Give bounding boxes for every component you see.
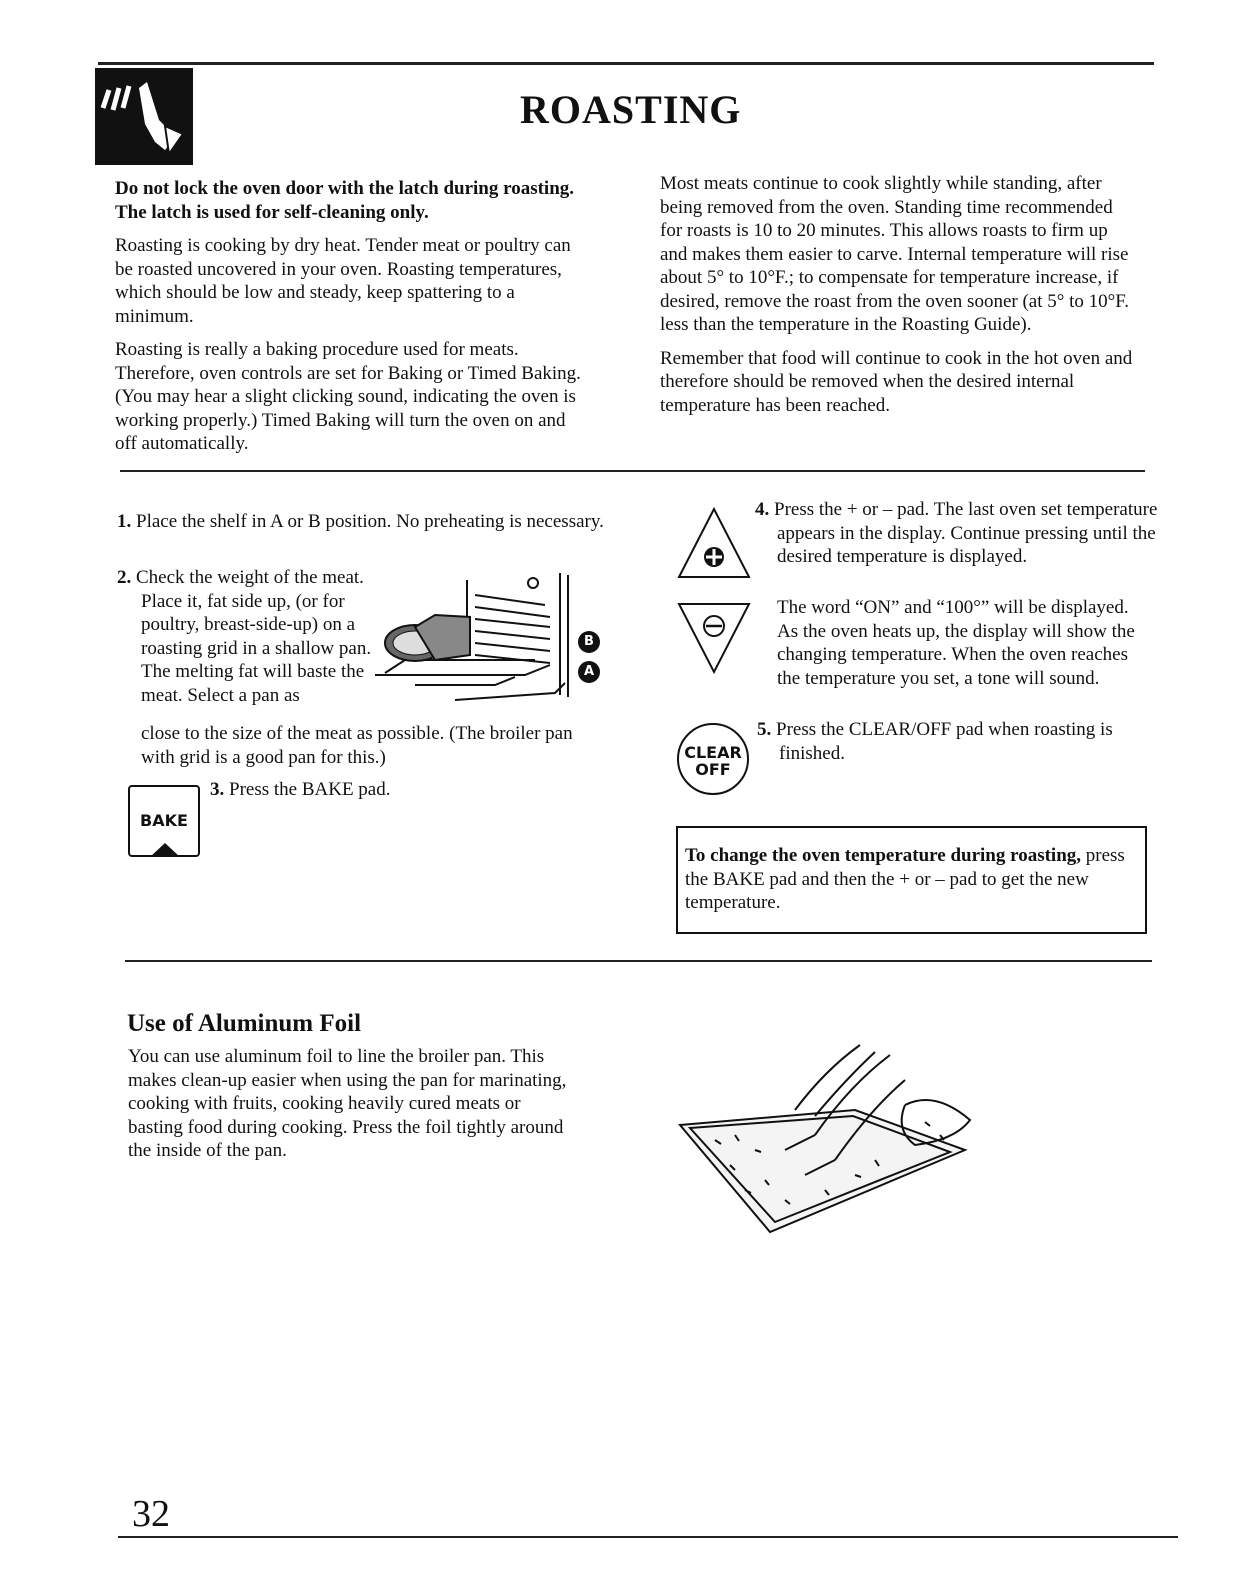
step-3 [210,778,510,802]
intro-paragraph-3: Most meats continue to cook slightly while standing, after being removed from the oven. Standing time recommended for roasts is 10 to 20 minutes. This allows roasts to firm up and makes them easier to carve. Internal temperature will rise about 5° to 10°F.; to compensate for temperature increase, if desired, remove the roast from the oven sooner (at 5° to 10°F. less than the temperature in the Roasting Guide). [660,173,1130,335]
step-4-text: Press the + or – pad. The last oven set temperature appears in the display. Continue pressing until the desired temperature is displayed. [774,499,1158,567]
intro-right-column [660,172,1135,427]
latch-warning: Do not lock the oven door with the latch during roasting. The latch is used for self-cleaning only. [115,178,575,223]
step-3-text: Press the BAKE pad. [229,779,391,800]
intro-left-column [115,177,585,466]
shelf-position-b-label: B [578,631,600,653]
tip-box [676,826,1147,934]
minus-pad[interactable] [675,600,753,678]
off-pad-label: OFF [695,760,731,779]
foil-heading: Use of Aluminum Foil [127,1010,362,1037]
section-rule-1 [120,470,1145,472]
tip-text-block [685,844,1137,915]
step-4 [755,498,1162,569]
step-1 [117,510,611,534]
step-3-number: 3. [210,779,225,800]
step-5 [757,718,1174,765]
page-title: ROASTING [520,87,742,132]
section-rule-2 [125,960,1152,962]
intro-paragraph-1: Roasting is cooking by dry heat. Tender meat or poultry can be roasted uncovered in your oven. Roasting temperatures, which should be low and steady, keep spattering to a minimum. [115,235,571,327]
clear-pad-label: CLEAR [684,743,742,762]
plus-pad[interactable] [675,505,753,583]
step-4-number: 4. [755,499,770,520]
clear-off-pad[interactable] [677,723,749,795]
hand-pressing-icon [95,68,193,165]
step-2-text: Check the weight of the meat. Place it, fat side up, (or for poultry, breast-side-up) on a roasting grid in a shallow pan. The melting fat will baste the meat. Select a pan as [136,567,372,706]
step-2-continued: close to the size of the meat as possible. (The broiler pan with grid is a good pan for this.) [141,723,573,768]
step-1-number: 1. [117,511,132,532]
tip-text: press the BAKE pad and then the + or – pad to get the new temperature. [685,845,1125,913]
footer-rule [118,1536,1178,1538]
foil-pan-illustration [675,1040,985,1240]
step-1-text: Place the shelf in A or B position. No preheating is necessary. [136,511,604,532]
shelf-position-a-label: A [578,661,600,683]
oven-shelf-illustration [375,565,605,720]
bake-pad-arrow-icon [150,843,180,857]
intro-paragraph-4: Remember that food will continue to cook in the hot oven and therefore should be removed when the desired internal temperature has been reached. [660,347,1133,416]
bake-pad-label: BAKE [140,811,188,830]
step-5-number: 5. [757,719,772,740]
step-2 [117,566,396,707]
page-number: 32 [132,1493,170,1535]
step-4-display-info: The word “ON” and “100°” will be displayed. As the oven heats up, the display will show the changing temperature. When the oven reaches the temperature you set, a tone will sound. [777,597,1135,689]
bake-pad[interactable] [128,785,200,857]
step-5-text: Press the CLEAR/OFF pad when roasting is finished. [776,719,1113,764]
intro-paragraph-2: Roasting is really a baking procedure used for meats. Therefore, oven controls are set for Baking or Timed Baking. (You may hear a slight clicking sound, indicating the oven is working properly.) Timed Baking will turn the oven on and off automatically. [115,339,581,454]
header-rule [98,62,1154,65]
foil-text: You can use aluminum foil to line the broiler pan. This makes clean-up easier when using the pan for marinating, cooking with fruits, cooking heavily cured meats or basting food during cooking. Press the foil tightly around the inside of the pan. [128,1046,567,1161]
tip-bold: To change the oven temperature during roasting, [685,845,1082,866]
step-2-number: 2. [117,567,132,588]
